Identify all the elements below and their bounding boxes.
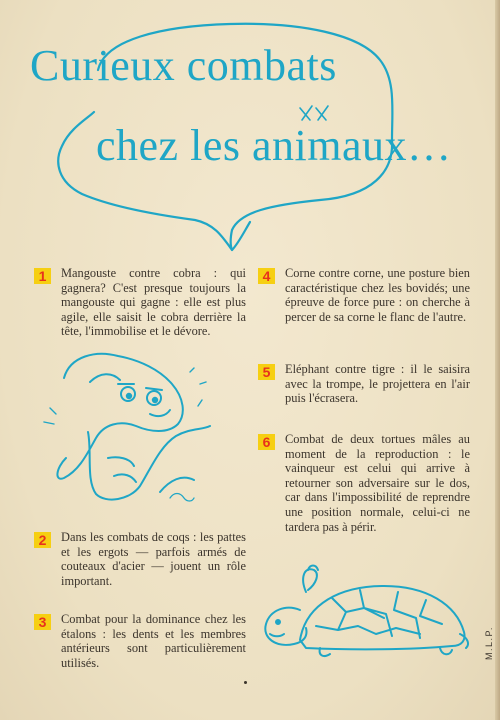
item-text: Dans les combats de coqs : les pattes et les ergots — parfois armés de couteaux d'acier — jouent un rôle important. [61, 530, 246, 588]
author-signature: M.L.P. [484, 626, 494, 660]
item-number-badge: 1 [34, 268, 51, 284]
item-number-badge: 4 [258, 268, 275, 284]
item-2 [34, 530, 246, 588]
item-text: Eléphant contre tigre : il le saisira avec la trompe, le projettera en l'air puis l'écrasera. [285, 362, 470, 406]
item-1 [34, 266, 246, 339]
item-text: Combat de deux tortues mâles au moment de la reproduction : le vainqueur est celui qui arrive à retourner son adversaire sur le dos, car dans l'impossibilité de reprendre une position normale, celui-ci ne tardera pas à périr. [285, 432, 470, 534]
item-number-badge: 5 [258, 364, 275, 380]
title-line-1: Curieux combats [30, 41, 337, 90]
item-text: Mangouste contre cobra : qui gagnera? C'est presque toujours la mangouste qui gagne : elle est plus agile, elle saisit le cobra derrière la tête, l'immobilise et le dévore. [61, 266, 246, 339]
page-dot [244, 681, 247, 684]
item-text: Combat pour la dominance chez les étalons : les dents et les membres antérieurs sont particulièrement utilisés. [61, 612, 246, 670]
item-text: Corne contre corne, une posture bien caractéristique chez les bovidés; une épreuve de force pure : on cherche à percer de sa corne le flanc de l'autre. [285, 266, 470, 324]
item-number-badge: 2 [34, 532, 51, 548]
item-6 [258, 432, 470, 534]
title-line-2: chez les animaux… [96, 121, 452, 170]
item-3 [34, 612, 246, 670]
item-number-badge: 3 [34, 614, 51, 630]
item-5 [258, 362, 470, 406]
item-number-badge: 6 [258, 434, 275, 450]
item-4 [258, 266, 470, 324]
